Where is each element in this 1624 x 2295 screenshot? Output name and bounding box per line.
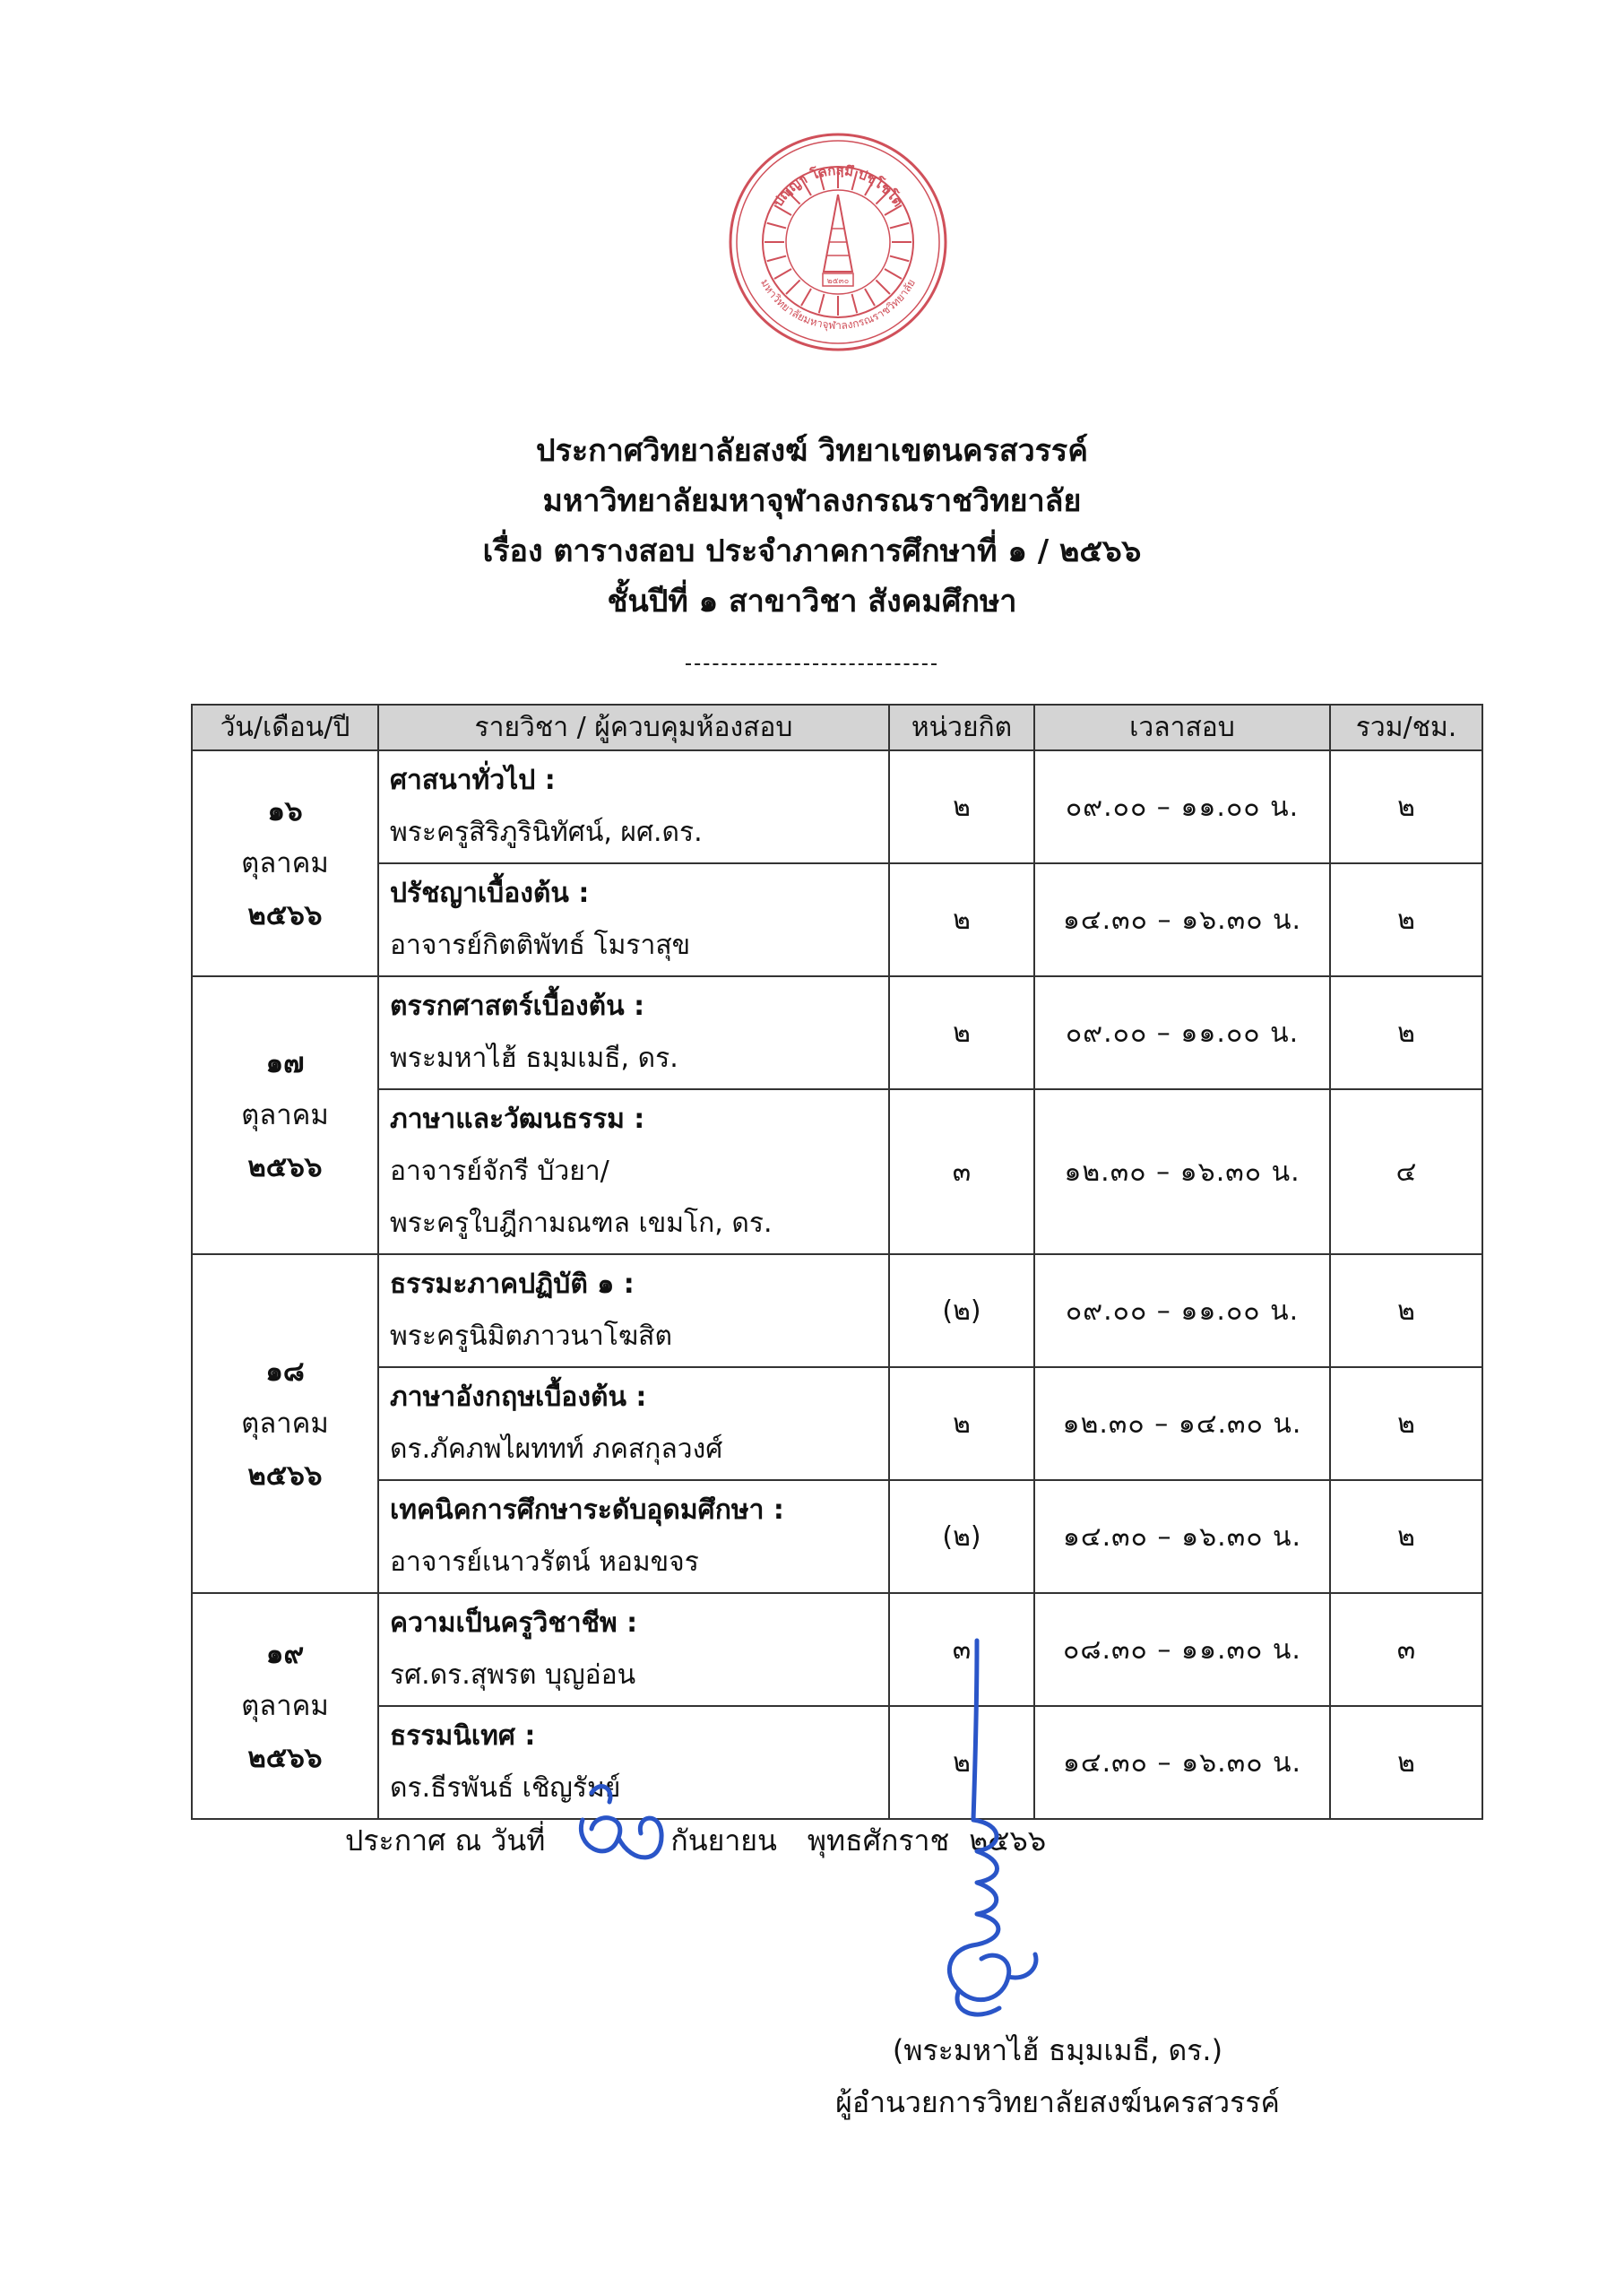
announcement-heading: [0, 426, 1624, 627]
seal-spoke: [865, 289, 875, 306]
exam-time-cell: ๑๔.๓๐ – ๑๖.๓๐ น.: [1034, 863, 1330, 976]
exam-date-cell: [192, 976, 378, 1254]
exam-time-cell: ๐๙.๐๐ – ๑๑.๐๐ น.: [1034, 750, 1330, 863]
credits-cell: ๒: [889, 750, 1034, 863]
hours-cell: ๒: [1330, 863, 1482, 976]
table-row: [192, 1367, 1482, 1480]
subject-name: ธรรมะภาคปฏิบัติ ๑ :: [390, 1269, 635, 1300]
exam-time-cell: ๑๒.๓๐ – ๑๖.๓๐ น.: [1034, 1089, 1330, 1254]
credits-cell: ๒: [889, 1706, 1034, 1819]
announcement-month: กันยายน: [670, 1823, 777, 1858]
credits-cell: ๒: [889, 976, 1034, 1089]
subject-name: เทคนิคการศึกษาระดับอุดมศึกษา :: [390, 1494, 784, 1526]
credits-cell: ๓: [889, 1089, 1034, 1254]
hours-cell: ๒: [1330, 1367, 1482, 1480]
credits-cell: ๒: [889, 1367, 1034, 1480]
column-header-subject: รายวิชา / ผู้ควบคุมห้องสอบ: [378, 705, 889, 750]
table-row: [192, 1254, 1482, 1367]
exam-proctor: พระครูนิมิตภาวนาโฆสิต: [390, 1321, 672, 1352]
credits-cell: (๒): [889, 1480, 1034, 1593]
credits-cell: ๓: [889, 1593, 1034, 1706]
announcement-era: พุทธศักราช: [807, 1823, 950, 1858]
seal-spoke: [852, 294, 858, 313]
hours-cell: ๓: [1330, 1593, 1482, 1706]
seal-spoke: [774, 269, 791, 279]
exam-date-cell: [192, 1254, 378, 1593]
table-row: [192, 1089, 1482, 1254]
university-seal: [726, 130, 950, 354]
announcement-prefix: ประกาศ ณ วันที่: [345, 1823, 546, 1858]
exam-month: ตุลาคม: [241, 847, 329, 879]
hours-cell: ๒: [1330, 1706, 1482, 1819]
hours-cell: ๒: [1330, 1254, 1482, 1367]
table-row: [192, 750, 1482, 863]
credits-cell: (๒): [889, 1254, 1034, 1367]
exam-proctor: พระครูใบฎีกามณฑล เขมโก, ดร.: [390, 1208, 773, 1239]
seal-spoke: [876, 280, 890, 294]
seal-spoke: [819, 294, 825, 313]
seal-spoke: [890, 223, 909, 229]
hours-cell: ๒: [1330, 1480, 1482, 1593]
seal-spoke: [767, 256, 786, 262]
exam-proctor: รศ.ดร.สุพรต บุญอ่อน: [390, 1659, 636, 1691]
exam-proctor: ดร.ภัคภพไผททท์ ภคสกุลวงศ์: [390, 1433, 723, 1465]
seal-top-text: ปญฺญา โลกสฺมึ ปชฺโชโต: [769, 161, 907, 210]
exam-month: ตุลาคม: [241, 1690, 329, 1722]
exam-proctor: อาจารย์เนาวรัตน์ หอมขจร: [390, 1546, 699, 1578]
exam-time-cell: ๑๔.๓๐ – ๑๖.๓๐ น.: [1034, 1480, 1330, 1593]
column-header-exam-time: เวลาสอบ: [1034, 705, 1330, 750]
exam-time-cell: ๑๒.๓๐ – ๑๔.๓๐ น.: [1034, 1367, 1330, 1480]
table-header-row: [192, 705, 1482, 750]
seal-spoke: [885, 269, 902, 279]
hours-cell: ๒: [1330, 976, 1482, 1089]
exam-day: ๑๗: [265, 1047, 305, 1079]
exam-day: ๑๙: [265, 1638, 305, 1670]
hours-cell: ๒: [1330, 750, 1482, 863]
exam-date-cell: [192, 1593, 378, 1819]
exam-year: ๒๕๖๖: [247, 1742, 323, 1774]
hours-cell: ๔: [1330, 1089, 1482, 1254]
seal-spoke: [801, 289, 811, 306]
subject-name: ปรัชญาเบื้องต้น :: [390, 878, 590, 909]
heading-line-4: ชั้นปีที่ ๑ สาขาวิชา สังคมศึกษา: [607, 584, 1017, 619]
heading-divider: [686, 663, 937, 665]
seal-spoke: [767, 223, 786, 229]
subject-cell: [378, 863, 889, 976]
subject-name: ตรรกศาสตร์เบื้องต้น :: [390, 991, 645, 1022]
table-row: [192, 863, 1482, 976]
subject-name: ภาษาอังกฤษเบื้องต้น :: [390, 1381, 647, 1413]
seal-ring-text: มหาวิทยาลัยมหาจุฬาลงกรณราชวิทยาลัย: [758, 276, 918, 333]
exam-date-cell: [192, 750, 378, 976]
subject-cell: [378, 1254, 889, 1367]
subject-cell: [378, 1480, 889, 1593]
exam-year: ๒๕๖๖: [247, 899, 323, 931]
heading-line-3: เรื่อง ตารางสอบ ประจำภาคการศึกษาที่ ๑ / ๒๕๖๖: [482, 533, 1142, 569]
subject-name: ศาสนาทั่วไป :: [390, 765, 556, 796]
handwritten-signature: [556, 1605, 1075, 2026]
credits-cell: ๒: [889, 863, 1034, 976]
subject-cell: [378, 976, 889, 1089]
subject-name: ความเป็นครูวิชาชีพ :: [390, 1607, 638, 1639]
subject-name: ภาษาและวัฒนธรรม :: [390, 1104, 645, 1135]
signatory-position: ผู้อำนวยการวิทยาลัยสงฆ์นครสวรรค์: [835, 2085, 1280, 2119]
exam-month: ตุลาคม: [241, 1407, 329, 1440]
column-header-date: วัน/เดือน/ปี: [192, 705, 378, 750]
seal-center-text: ๒๕๓๐: [826, 277, 850, 286]
heading-line-1: ประกาศวิทยาลัยสงฆ์ วิทยาเขตนครสวรรค์: [536, 433, 1088, 469]
exam-time-cell: ๐๙.๐๐ – ๑๑.๐๐ น.: [1034, 1254, 1330, 1367]
table-row: [192, 976, 1482, 1089]
subject-name: ธรรมนิเทศ :: [390, 1720, 536, 1752]
announcement-year: ๒๕๖๖: [969, 1823, 1047, 1858]
exam-proctor: อาจารย์กิตติพัทธ์ โมราสุข: [390, 930, 691, 961]
exam-month: ตุลาคม: [241, 1099, 329, 1131]
exam-day: ๑๖: [267, 795, 303, 827]
exam-time-cell: ๐๘.๓๐ – ๑๑.๓๐ น.: [1034, 1593, 1330, 1706]
exam-proctor: อาจารย์จักรี บัวยา/: [390, 1156, 609, 1187]
exam-time-cell: ๐๙.๐๐ – ๑๑.๐๐ น.: [1034, 976, 1330, 1089]
exam-proctor: ดร.ธีรพันธ์ เชิญรัมย์: [390, 1772, 621, 1804]
signatory-name: (พระมหาไฮ้ ธมฺมเมธี, ดร.): [892, 2033, 1223, 2067]
exam-time-cell: ๑๔.๓๐ – ๑๖.๓๐ น.: [1034, 1706, 1330, 1819]
subject-cell: [378, 1367, 889, 1480]
column-header-credits: หน่วยกิต: [889, 705, 1034, 750]
exam-proctor: พระครูสิริภูรินิทัศน์, ผศ.ดร.: [390, 817, 703, 848]
seal-spoke: [890, 256, 909, 262]
subject-cell: [378, 1089, 889, 1254]
subject-cell: [378, 750, 889, 863]
exam-day: ๑๘: [265, 1355, 305, 1388]
exam-proctor: พระมหาไฮ้ ธมฺมเมธี, ดร.: [390, 1043, 678, 1074]
exam-year: ๒๕๖๖: [247, 1459, 323, 1492]
seal-spoke: [786, 280, 800, 294]
column-header-hours: รวม/ชม.: [1330, 705, 1482, 750]
table-row: [192, 1480, 1482, 1593]
exam-year: ๒๕๖๖: [247, 1151, 323, 1183]
heading-line-2: มหาวิทยาลัยมหาจุฬาลงกรณราชวิทยาลัย: [542, 483, 1082, 519]
